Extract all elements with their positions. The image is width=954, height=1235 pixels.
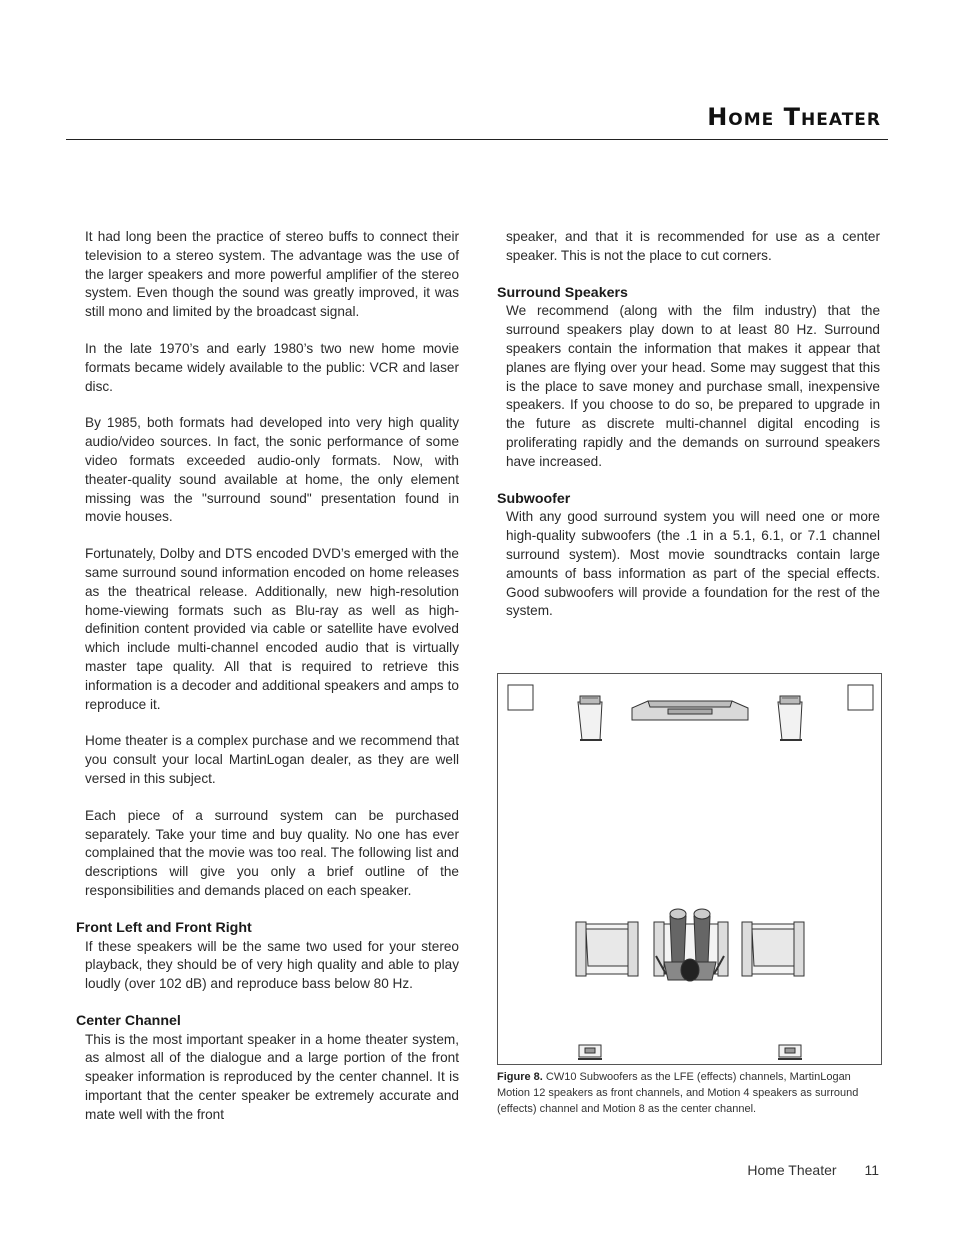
room-diagram (498, 674, 883, 1066)
right-column (497, 228, 880, 639)
title-rule (66, 139, 888, 140)
front-left-speaker-icon (578, 696, 602, 740)
intro-paragraph-4: Fortunately, Dolby and DTS encoded DVD’s emerged with the same surround sound information encoded on home releases as the theatrical release. Additionally, new high-resolution home-viewing formats such as Blu-ray as well as high-definition content provided via cable or satellite have evolved which include multi-channel encoded audio that is virtually master tape quality. All that is required to retrieve this information is a decoder and additional speakers and amps to reproduce it. (85, 546, 459, 712)
intro-paragraph-5: Home theater is a complex purchase and we recommend that you consult your local MartinLogan dealer, as they are well versed in this subject. (85, 733, 459, 786)
intro-paragraph-3: By 1985, both formats had developed into very high quality audio/video sources. In fact, the sonic performance of some video formats exceeded audio-only formats. Now, with theater-quality sound available at home, the only element missing was the "surround sound" presentation found in movie houses. (85, 415, 459, 525)
figure-caption-text: CW10 Subwoofers as the LFE (effects) channels, MartinLogan Motion 12 speakers as front channels, and Motion 4 speakers as surround (effects) channel and Motion 8 as the center channel. (497, 1071, 859, 1115)
center-channel-speaker-icon (632, 701, 748, 720)
center-text: This is the most important speaker in a home theater system, as almost all of the dialogue and a large portion of the front speaker information is reproduced by the center channel. It is important that the center speaker be extremely accurate and mate well with the front (85, 1031, 459, 1122)
intro-paragraph-6: Each piece of a surround system can be purchased separately. Take your time and buy quality. No one has ever complained that the movie was too real. The following list and descriptions will give you only a brief outline of the responsibilities and demands placed on each speaker. (85, 807, 459, 898)
footer-section: Home Theater (747, 1162, 837, 1178)
left-column (76, 228, 459, 1143)
figure-caption (497, 1069, 882, 1117)
figure-label: Figure 8. (497, 1071, 543, 1083)
front-text: If these speakers will be the same two used for your stereo playback, they should be of very high quality and able to play loudly (over 102 dB) and reproduce bass below 80 Hz. (85, 938, 459, 992)
center-continuation: speaker, and that it is recommended for use as a center speaker. This is not the place to cut corners. (506, 229, 880, 263)
center-heading: Center Channel (76, 1012, 181, 1029)
front-right-speaker-icon (778, 696, 802, 740)
subwoofer-heading: Subwoofer (497, 490, 571, 507)
intro-paragraph-1: It had long been the practice of stereo buffs to connect their television to a stereo system. The advantage was the use of the larger speakers and more powerful amplifier of the stereo system. Even though the sound was greatly improved, it was still mono and limited by the broadcast signal. (85, 229, 459, 320)
surround-text: We recommend (along with the film industry) that the surround speakers play down to at least 80 Hz. Surround speakers contain the information that makes it appear that planes are flying over your head. Some may suggest that this is the place to save money and purchase small, inexpensive speakers. If you choose to do so, be prepared to upgrade in the future as discrete multi-channel digital encoding is proliferating rapidly and the demands on surround speakers have increased. (506, 303, 880, 469)
subwoofer-right-icon (848, 685, 873, 710)
chair-right-icon (742, 922, 804, 976)
chair-left-icon (576, 922, 638, 976)
speaker-layout-figure (497, 673, 882, 1065)
surround-left-speaker-icon (578, 1045, 602, 1059)
front-heading: Front Left and Front Right (76, 919, 252, 936)
surround-right-speaker-icon (778, 1045, 802, 1059)
intro-paragraph-2: In the late 1970’s and early 1980’s two new home movie formats became widely available to the public: VCR and laser disc. (85, 340, 459, 394)
page-title: Home Theater (707, 103, 881, 131)
surround-heading: Surround Speakers (497, 284, 628, 301)
page-number: 11 (864, 1162, 879, 1178)
page-footer (747, 1162, 879, 1178)
subwoofer-text: With any good surround system you will need one or more high-quality subwoofers (the .1 in a 5.1, 6.1, or 7.1 channel surround system). Most movie soundtracks contain large amounts of bass information as part of the special effects. Good subwoofers will provide a foundation for the rest of the system. (506, 509, 880, 619)
subwoofer-left-icon (508, 685, 533, 710)
